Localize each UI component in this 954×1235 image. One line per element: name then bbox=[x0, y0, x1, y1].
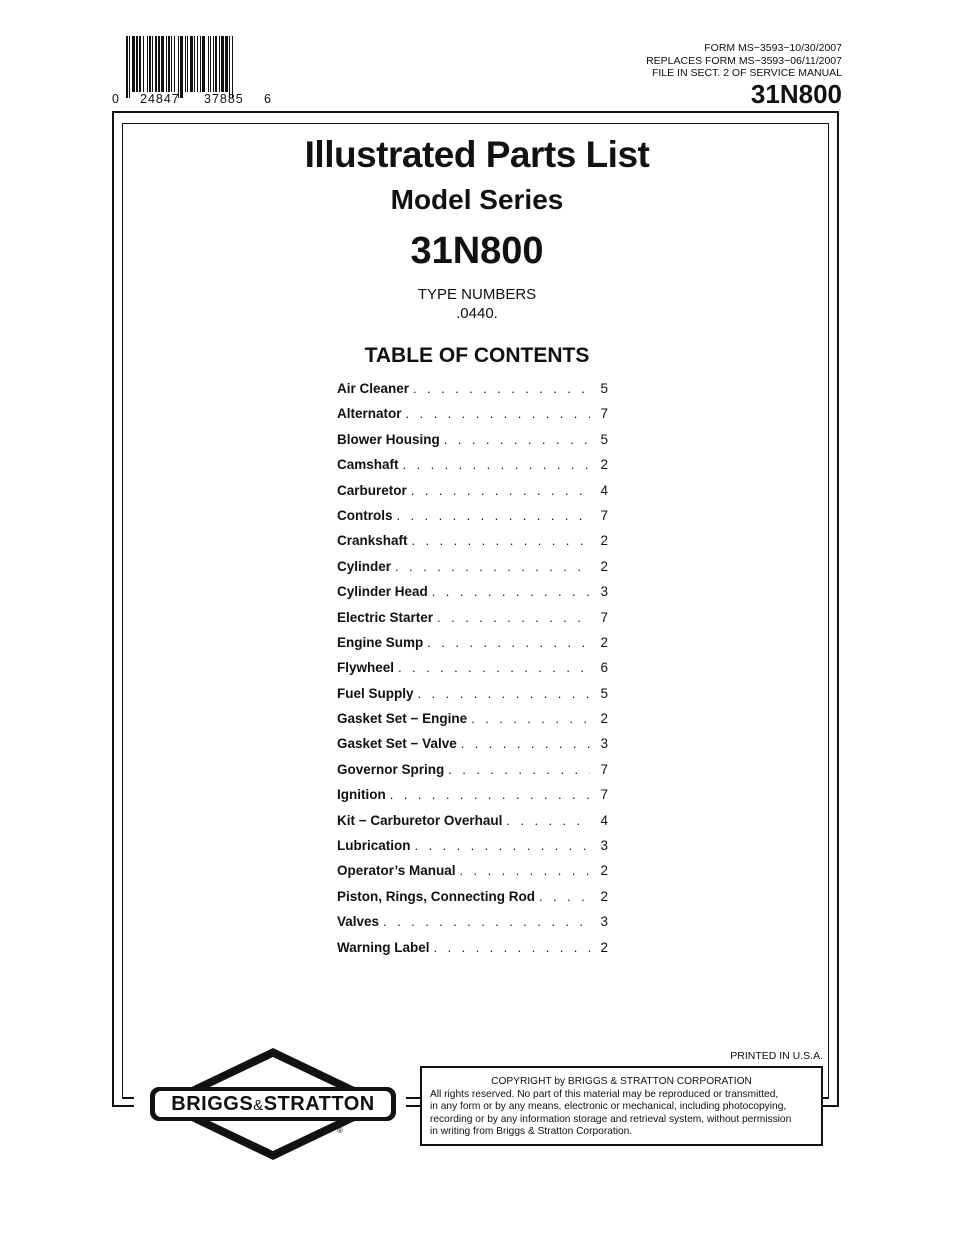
toc-entry-page: 5 bbox=[600, 381, 608, 396]
toc-entry bbox=[337, 736, 608, 761]
barcode-bar bbox=[136, 36, 137, 92]
toc-entry-page: 7 bbox=[600, 406, 608, 422]
document-title: Illustrated Parts List bbox=[304, 134, 650, 175]
barcode-bar bbox=[185, 36, 186, 92]
logo-text-stratton: STRATTON bbox=[263, 1093, 375, 1115]
barcode-bar bbox=[180, 36, 182, 98]
barcode-bar bbox=[174, 36, 175, 92]
barcode-bar bbox=[194, 36, 195, 92]
barcode-bar bbox=[166, 36, 167, 92]
document-subtitle: Model Series bbox=[390, 184, 564, 215]
toc-entry-label: Ignition bbox=[337, 787, 386, 803]
barcode-digit-group2: 37885 bbox=[204, 92, 244, 106]
toc-entry-page: 5 bbox=[600, 431, 608, 447]
toc-entry-label: Camshaft bbox=[337, 457, 399, 473]
toc-entry-page: 5 bbox=[600, 685, 608, 701]
barcode-bar bbox=[221, 36, 224, 92]
barcode-digit-check: 6 bbox=[264, 92, 272, 106]
toc-entry bbox=[337, 762, 608, 787]
copyright-text-line: in any form or by any means, electronic or mechanical, including photocopying, bbox=[430, 1101, 787, 1113]
form-info bbox=[646, 42, 842, 80]
barcode-digits bbox=[112, 92, 272, 106]
toc-entry bbox=[337, 711, 608, 736]
toc-entry-label: Fuel Supply bbox=[337, 685, 414, 701]
toc-entry-page: 7 bbox=[600, 787, 608, 803]
toc-entry-label: Carburetor bbox=[337, 482, 407, 498]
copyright-text-line: in writing from Briggs & Stratton Corporation. bbox=[430, 1125, 633, 1137]
toc-entry-page: 3 bbox=[600, 736, 608, 752]
barcode-bar bbox=[200, 36, 201, 92]
toc-entry-label: Lubrication bbox=[337, 838, 411, 854]
briggs-stratton-logo bbox=[148, 1046, 398, 1162]
type-numbers-value: .0440. bbox=[456, 305, 498, 322]
toc-entry-page: 7 bbox=[600, 507, 608, 523]
barcode-bar bbox=[229, 36, 230, 98]
toc-dot-leader bbox=[406, 406, 590, 421]
toc-dot-leader bbox=[471, 711, 590, 726]
frame-bottom-segment bbox=[822, 1105, 839, 1107]
copyright-heading: COPYRIGHT by BRIGGS & STRATTON CORPORATION bbox=[491, 1076, 752, 1087]
toc-entry-page: 3 bbox=[600, 838, 608, 854]
toc-heading: TABLE OF CONTENTS bbox=[364, 344, 590, 367]
barcode-bar bbox=[219, 36, 220, 92]
barcode-bar bbox=[210, 36, 211, 92]
barcode-bar bbox=[190, 36, 193, 92]
barcode-bar bbox=[171, 36, 172, 92]
toc-entry-label: Blower Housing bbox=[337, 431, 440, 447]
toc-entry bbox=[337, 381, 608, 406]
barcode-bar bbox=[187, 36, 188, 92]
toc-entry bbox=[337, 686, 608, 711]
toc-dot-leader bbox=[460, 863, 590, 878]
toc-entry-page: 6 bbox=[600, 660, 608, 676]
barcode-bar bbox=[232, 36, 233, 98]
toc-dot-leader bbox=[434, 940, 590, 955]
form-number: FORM MS−3593−10/30/2007 bbox=[704, 42, 842, 54]
toc-entry-label: Valves bbox=[337, 914, 380, 930]
barcode-bar bbox=[168, 36, 170, 92]
toc-entry-label: Electric Starter bbox=[337, 609, 434, 625]
toc-entry-page: 2 bbox=[600, 634, 608, 650]
barcode-bar bbox=[129, 36, 130, 98]
toc-entry bbox=[337, 914, 608, 939]
toc-entry-label: Crankshaft bbox=[337, 533, 408, 549]
toc-entry-page: 2 bbox=[600, 888, 608, 904]
toc-entry-page: 7 bbox=[600, 609, 608, 625]
copyright-text-line: All rights reserved. No part of this material may be reproduced or transmitted, bbox=[430, 1089, 779, 1101]
toc-entry-label: Flywheel bbox=[337, 660, 395, 676]
barcode-bar bbox=[147, 36, 148, 92]
toc-entry-label: Alternator bbox=[337, 406, 402, 422]
barcode-bar bbox=[139, 36, 141, 92]
toc-entry bbox=[337, 584, 608, 609]
logo-wordmark bbox=[162, 1088, 384, 1120]
toc-entry-page: 2 bbox=[600, 711, 608, 727]
toc-entry-page: 7 bbox=[600, 761, 608, 777]
toc-dot-leader bbox=[413, 381, 590, 396]
printed-in-usa: PRINTED IN U.S.A. bbox=[730, 1050, 823, 1062]
toc-entry-label: Governor Spring bbox=[337, 761, 445, 777]
toc-dot-leader bbox=[461, 736, 590, 751]
frame-bottom-segment bbox=[406, 1097, 420, 1099]
toc-entry bbox=[337, 610, 608, 635]
toc-entry bbox=[337, 813, 608, 838]
toc-dot-leader bbox=[395, 559, 590, 574]
toc-entry bbox=[337, 660, 608, 685]
toc-dot-leader bbox=[415, 838, 591, 853]
toc-entry bbox=[337, 635, 608, 660]
form-file-in: FILE IN SECT. 2 OF SERVICE MANUAL bbox=[651, 67, 842, 79]
barcode-bars bbox=[126, 36, 264, 92]
toc-dot-leader bbox=[398, 660, 590, 675]
barcode-bar bbox=[178, 36, 179, 98]
barcode-bar bbox=[225, 36, 227, 92]
toc-entry-label: Piston, Rings, Connecting Rod bbox=[337, 888, 535, 904]
type-numbers-label: TYPE NUMBERS bbox=[417, 286, 537, 303]
frame-bottom-segment bbox=[822, 1097, 829, 1099]
toc-dot-leader bbox=[539, 889, 590, 904]
frame-bottom-segment bbox=[122, 1097, 134, 1099]
toc-entry-label: Operator’s Manual bbox=[337, 863, 456, 879]
table-of-contents bbox=[337, 381, 608, 965]
toc-entry bbox=[337, 940, 608, 965]
toc-dot-leader bbox=[397, 508, 591, 523]
toc-entry-label: Gasket Set − Valve bbox=[337, 736, 457, 752]
toc-entry-label: Engine Sump bbox=[337, 634, 424, 650]
toc-dot-leader bbox=[432, 584, 590, 599]
model-series-number: 31N800 bbox=[410, 230, 544, 272]
toc-entry-page: 4 bbox=[600, 482, 608, 498]
form-replaces: REPLACES FORM MS−3593−06/11/2007 bbox=[646, 54, 842, 67]
toc-dot-leader bbox=[444, 432, 590, 447]
barcode-bar bbox=[208, 36, 209, 92]
toc-entry-label: Kit − Carburetor Overhaul bbox=[337, 812, 503, 828]
toc-dot-leader bbox=[412, 533, 590, 548]
logo-text-briggs: BRIGGS bbox=[171, 1093, 254, 1115]
header-model-number: 31N800 bbox=[750, 79, 842, 109]
toc-dot-leader bbox=[383, 914, 590, 929]
toc-dot-leader bbox=[448, 762, 590, 777]
barcode-bar bbox=[197, 36, 198, 92]
copyright-text-line: recording or by any information storage and retrieval system, without permission bbox=[430, 1113, 792, 1125]
barcode-bar bbox=[213, 36, 214, 92]
logo-text-ampersand: & bbox=[253, 1097, 264, 1114]
frame-bottom-segment bbox=[112, 1105, 134, 1107]
barcode-bar bbox=[132, 36, 135, 92]
toc-entry-label: Cylinder Head bbox=[337, 584, 428, 600]
barcode-bar bbox=[215, 36, 217, 92]
toc-entry bbox=[337, 787, 608, 812]
toc-entry-label: Controls bbox=[337, 507, 393, 523]
toc-entry-page: 3 bbox=[600, 914, 608, 930]
toc-dot-leader bbox=[506, 813, 590, 828]
toc-entry-page: 3 bbox=[600, 584, 608, 600]
toc-entry bbox=[337, 432, 608, 457]
toc-entry-page: 2 bbox=[600, 533, 608, 549]
toc-entry bbox=[337, 838, 608, 863]
barcode-digit-prefix: 0 bbox=[112, 92, 120, 106]
toc-dot-leader bbox=[403, 457, 590, 472]
registered-mark: ® bbox=[337, 1126, 343, 1135]
barcode-bar bbox=[202, 36, 204, 92]
copyright-box bbox=[420, 1066, 823, 1146]
toc-entry bbox=[337, 406, 608, 431]
toc-dot-leader bbox=[418, 686, 590, 701]
toc-entry bbox=[337, 559, 608, 584]
barcode-bar bbox=[155, 36, 157, 92]
barcode-bar bbox=[143, 36, 144, 92]
toc-entry bbox=[337, 508, 608, 533]
toc-entry-label: Warning Label bbox=[337, 939, 430, 955]
toc-dot-leader bbox=[427, 635, 590, 650]
toc-dot-leader bbox=[411, 483, 590, 498]
toc-entry-page: 4 bbox=[600, 812, 608, 828]
barcode-bar bbox=[158, 36, 159, 92]
toc-entry bbox=[337, 863, 608, 888]
toc-entry-label: Gasket Set − Engine bbox=[337, 711, 468, 727]
toc-entry-page: 2 bbox=[600, 863, 608, 879]
frame-bottom-segment bbox=[406, 1105, 420, 1107]
toc-entry bbox=[337, 483, 608, 508]
toc-dot-leader bbox=[390, 787, 590, 802]
barcode-bar bbox=[126, 36, 128, 98]
toc-entry-label: Cylinder bbox=[337, 558, 392, 574]
toc-entry-page: 2 bbox=[600, 457, 608, 473]
toc-entry-page: 2 bbox=[600, 558, 608, 574]
barcode bbox=[112, 36, 272, 108]
toc-entry bbox=[337, 457, 608, 482]
toc-entry-page: 2 bbox=[600, 939, 608, 955]
toc-dot-leader bbox=[437, 610, 590, 625]
barcode-digit-group1: 24847 bbox=[140, 92, 180, 106]
toc-entry bbox=[337, 533, 608, 558]
barcode-bar bbox=[152, 36, 153, 92]
toc-entry-label: Air Cleaner bbox=[337, 381, 410, 396]
barcode-bar bbox=[149, 36, 151, 92]
toc-entry bbox=[337, 889, 608, 914]
barcode-bar bbox=[161, 36, 164, 92]
